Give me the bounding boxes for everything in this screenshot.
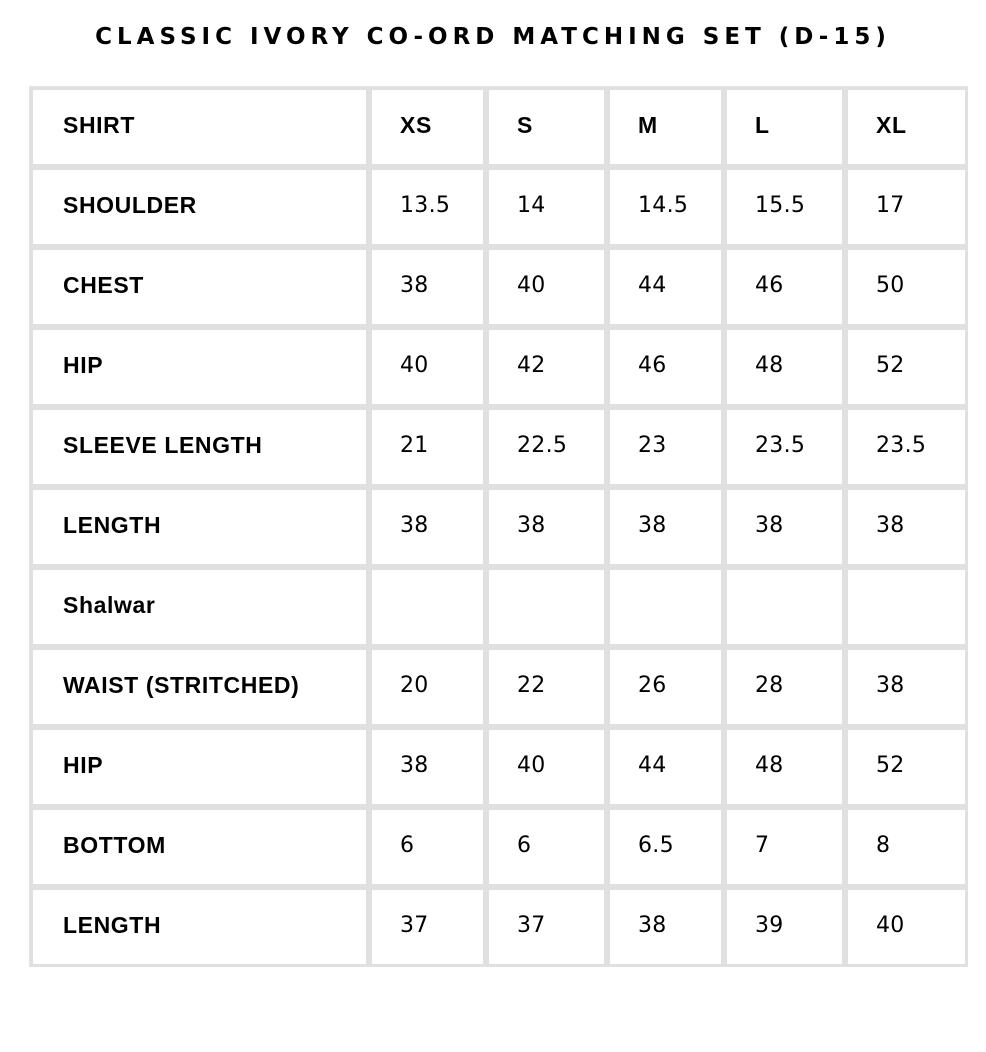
table-row <box>30 327 968 407</box>
measurement-value-cell: 37 <box>369 887 486 967</box>
size-chart-body <box>30 87 968 967</box>
measurement-value-cell: 38 <box>724 487 845 567</box>
table-row <box>30 167 968 247</box>
measurement-value-cell: 37 <box>486 887 607 967</box>
measurement-value-cell: 38 <box>369 487 486 567</box>
measurement-value-cell: 46 <box>724 247 845 327</box>
measurement-value-cell: 52 <box>845 727 968 807</box>
measurement-value-cell: 8 <box>845 807 968 887</box>
measurement-label-cell: WAIST (STRITCHED) <box>30 647 369 727</box>
measurement-value-cell: 7 <box>724 807 845 887</box>
table-row <box>30 487 968 567</box>
measurement-label-cell: SLEEVE LENGTH <box>30 407 369 487</box>
measurement-value-cell <box>845 567 968 647</box>
measurement-value-cell: 17 <box>845 167 968 247</box>
page-title: CLASSIC IVORY CO-ORD MATCHING SET (D-15) <box>95 24 891 50</box>
measurement-value-cell: 21 <box>369 407 486 487</box>
table-row <box>30 887 968 967</box>
measurement-value-cell: 28 <box>724 647 845 727</box>
size-header-cell: L <box>724 87 845 167</box>
header-label-cell: SHIRT <box>30 87 369 167</box>
measurement-label-cell: HIP <box>30 327 369 407</box>
measurement-value-cell: 38 <box>369 247 486 327</box>
measurement-value-cell: 22 <box>486 647 607 727</box>
measurement-label-cell: BOTTOM <box>30 807 369 887</box>
measurement-label-cell: CHEST <box>30 247 369 327</box>
measurement-value-cell <box>607 567 724 647</box>
measurement-label-cell: LENGTH <box>30 487 369 567</box>
size-chart-table <box>29 86 968 967</box>
measurement-value-cell: 38 <box>486 487 607 567</box>
size-header-cell: XS <box>369 87 486 167</box>
measurement-value-cell: 20 <box>369 647 486 727</box>
measurement-label-cell: LENGTH <box>30 887 369 967</box>
measurement-value-cell: 14 <box>486 167 607 247</box>
measurement-value-cell: 6 <box>369 807 486 887</box>
measurement-value-cell <box>724 567 845 647</box>
table-row <box>30 807 968 887</box>
table-row <box>30 247 968 327</box>
measurement-value-cell <box>486 567 607 647</box>
header-row <box>30 87 968 167</box>
measurement-value-cell: 44 <box>607 247 724 327</box>
measurement-value-cell: 38 <box>607 887 724 967</box>
measurement-value-cell: 38 <box>845 487 968 567</box>
table-row <box>30 727 968 807</box>
measurement-label-cell: HIP <box>30 727 369 807</box>
measurement-value-cell: 22.5 <box>486 407 607 487</box>
measurement-value-cell: 23.5 <box>724 407 845 487</box>
measurement-value-cell: 38 <box>607 487 724 567</box>
measurement-value-cell: 38 <box>845 647 968 727</box>
measurement-value-cell <box>369 567 486 647</box>
measurement-value-cell: 46 <box>607 327 724 407</box>
table-row <box>30 647 968 727</box>
measurement-value-cell: 42 <box>486 327 607 407</box>
measurement-value-cell: 48 <box>724 727 845 807</box>
size-header-cell: XL <box>845 87 968 167</box>
measurement-label-cell: Shalwar <box>30 567 369 647</box>
measurement-value-cell: 38 <box>369 727 486 807</box>
measurement-value-cell: 6 <box>486 807 607 887</box>
measurement-value-cell: 48 <box>724 327 845 407</box>
measurement-value-cell: 13.5 <box>369 167 486 247</box>
measurement-value-cell: 39 <box>724 887 845 967</box>
measurement-value-cell: 50 <box>845 247 968 327</box>
table-row <box>30 567 968 647</box>
measurement-value-cell: 26 <box>607 647 724 727</box>
table-row <box>30 407 968 487</box>
size-header-cell: M <box>607 87 724 167</box>
measurement-value-cell: 40 <box>486 247 607 327</box>
measurement-value-cell: 23.5 <box>845 407 968 487</box>
measurement-value-cell: 40 <box>845 887 968 967</box>
measurement-value-cell: 52 <box>845 327 968 407</box>
measurement-value-cell: 23 <box>607 407 724 487</box>
measurement-value-cell: 40 <box>369 327 486 407</box>
measurement-value-cell: 15.5 <box>724 167 845 247</box>
measurement-value-cell: 6.5 <box>607 807 724 887</box>
measurement-value-cell: 40 <box>486 727 607 807</box>
size-header-cell: S <box>486 87 607 167</box>
measurement-value-cell: 44 <box>607 727 724 807</box>
measurement-value-cell: 14.5 <box>607 167 724 247</box>
measurement-label-cell: SHOULDER <box>30 167 369 247</box>
